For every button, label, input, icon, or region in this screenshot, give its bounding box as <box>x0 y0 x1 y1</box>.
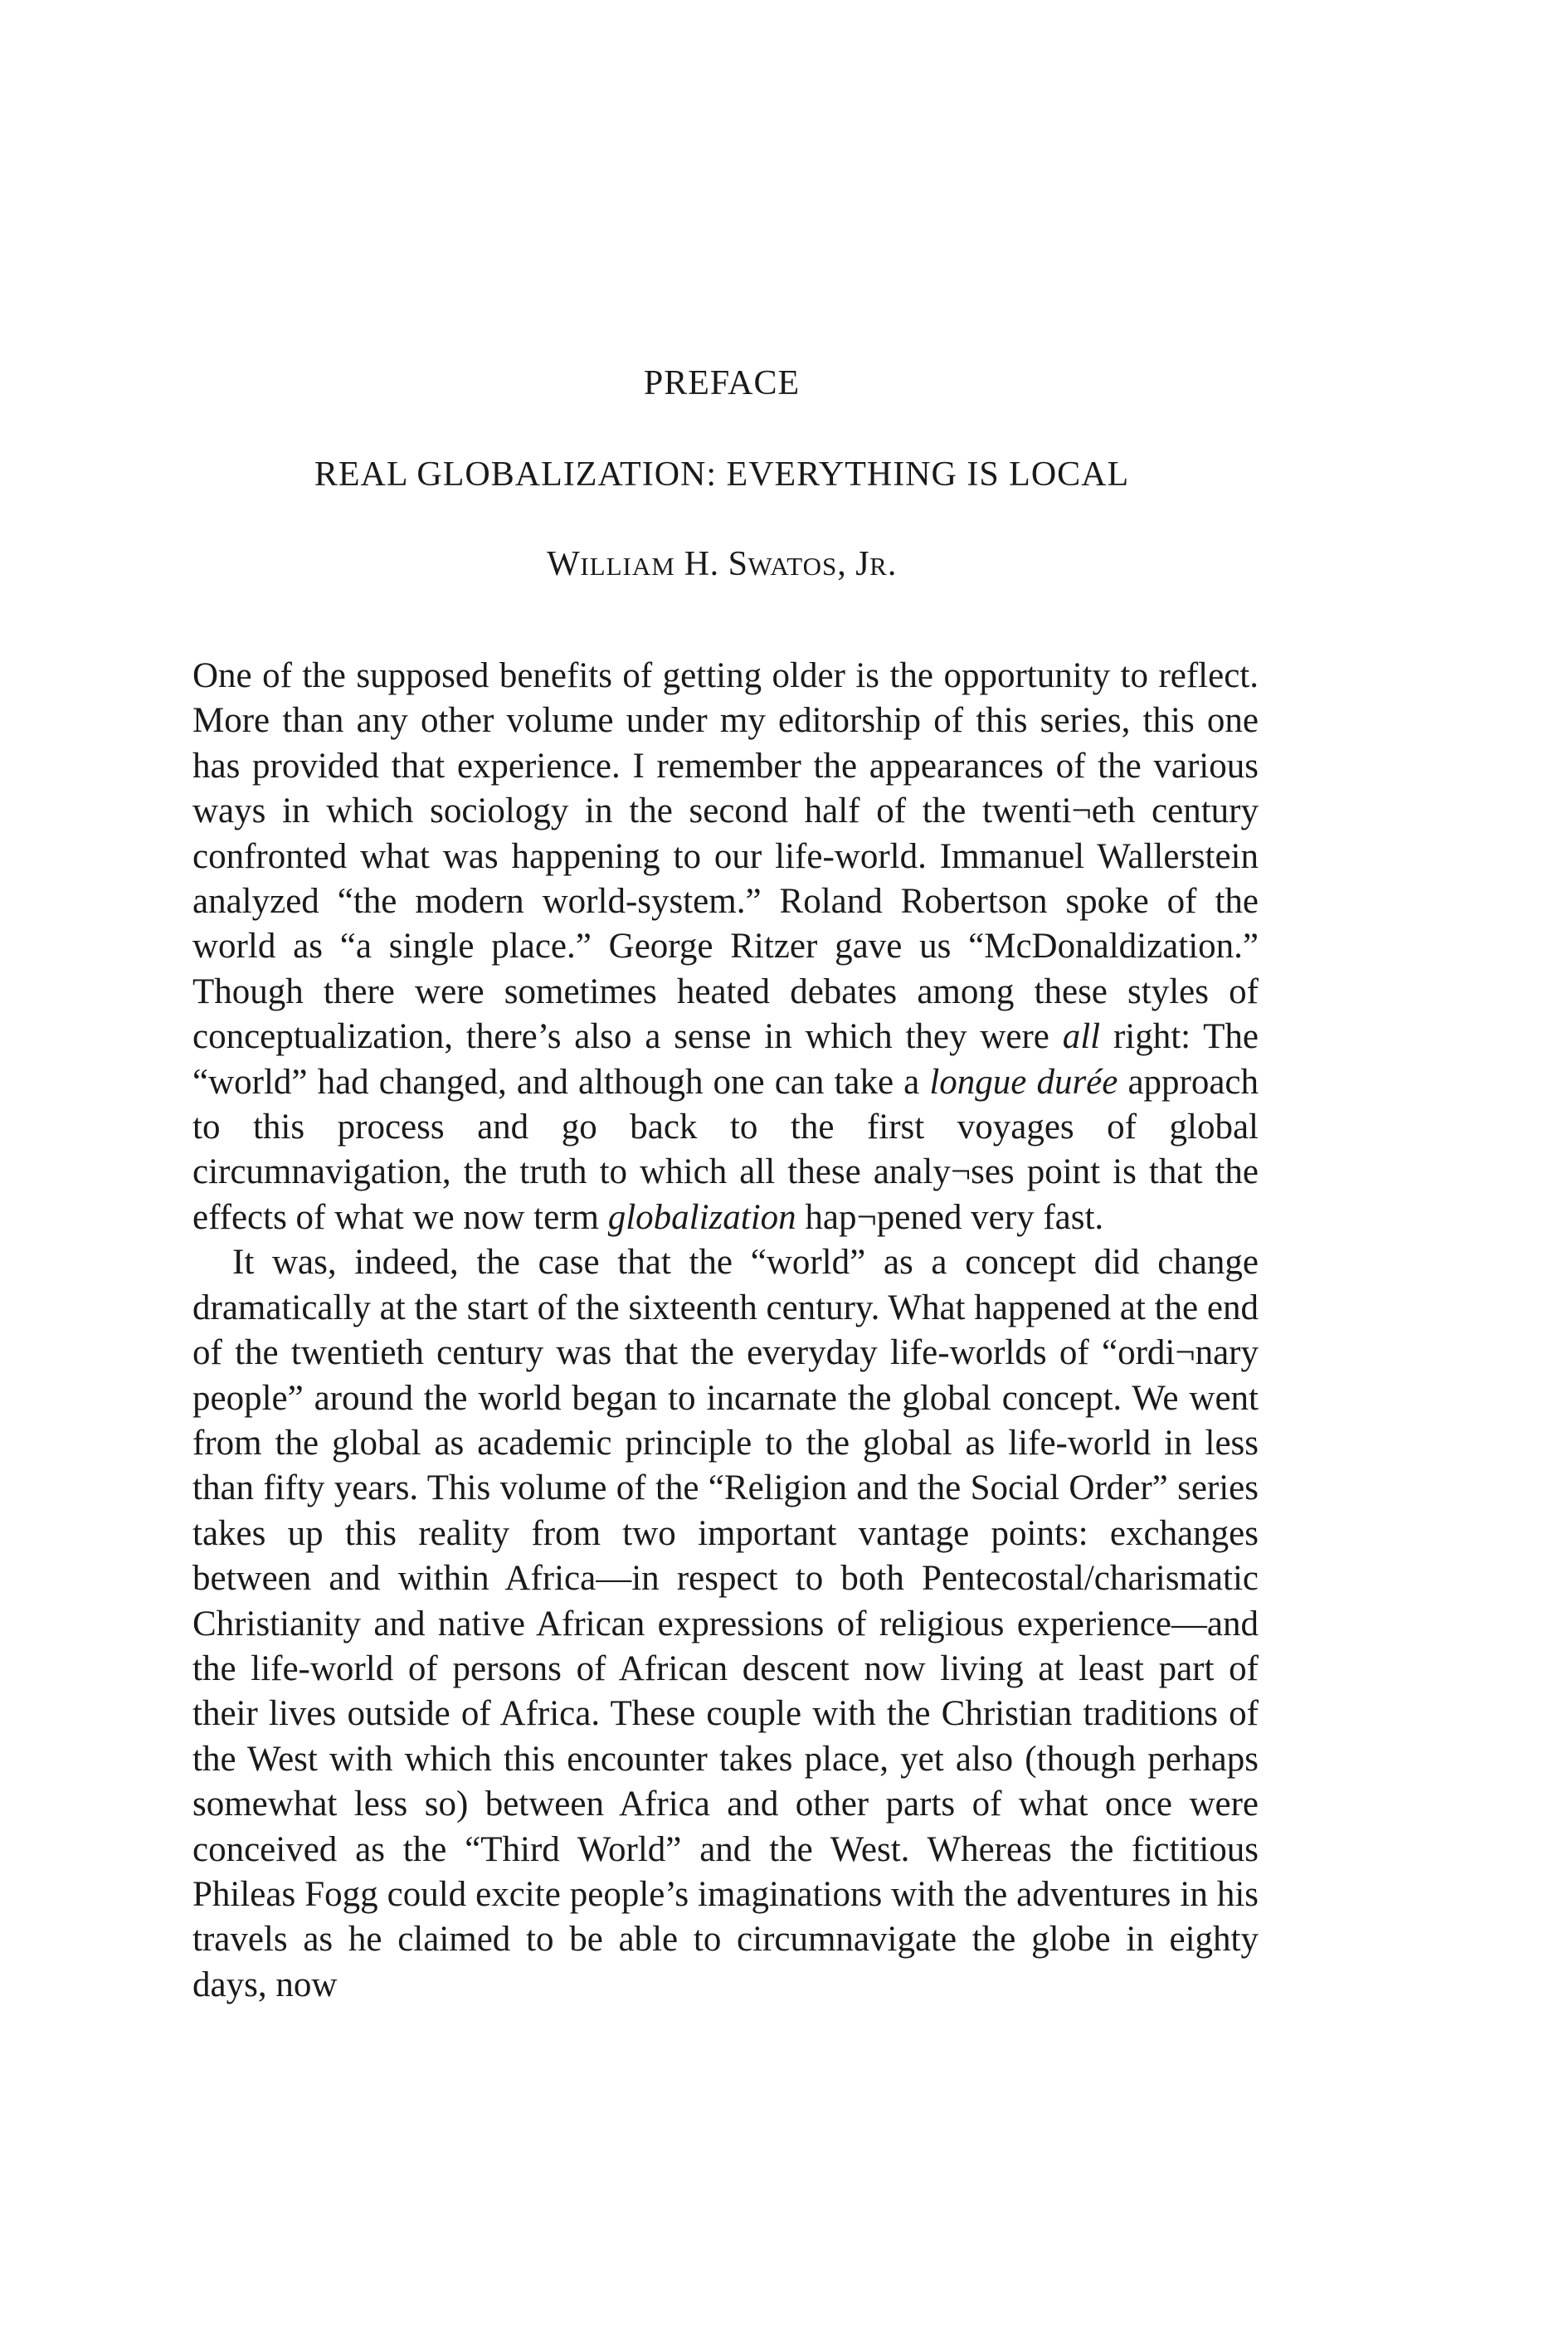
body-text <box>192 654 1259 2008</box>
text-segment: right: The “world” had changed, and although one can take a <box>192 1017 1259 1102</box>
author-initial: J <box>855 545 870 583</box>
paragraph <box>192 654 1259 1240</box>
text-segment-italic: globalization <box>607 1197 796 1237</box>
text-segment: hap¬pened very fast. <box>796 1197 1104 1237</box>
text-segment: One of the supposed benefits of getting older is the opportunity to reflect. More than any other volume under my editorship of this series, this one has provided that experience. I remember the appearances of the various ways in which sociology in the second half of the twenti¬eth century confronted what was happening to our life-world. Immanuel Wallerstein analyzed “the modern world-system.” Roland Robertson spoke of the world as “a single place.” George Ritzer gave us “McDonaldization.” Though there were sometimes heated debates among these styles of conceptualization, there’s also a sense in which they were <box>192 656 1259 1057</box>
author-period: . <box>887 545 897 583</box>
author-smallcaps: ILLIAM <box>580 552 675 581</box>
paragraph <box>192 1240 1259 2008</box>
text-segment: approach to this process and go back to the first voyages of global circumnavigation, the truth to which all these analy¬ses point is that the effects of what we now term <box>192 1062 1259 1237</box>
author-smallcaps: R <box>869 552 888 581</box>
text-segment: It was, indeed, the case that the “world” as a concept did change dramatically at the start of the sixteenth century. What happened at the end of the twentieth century was that the everyday life-worlds of “ordi¬nary people” around the world began to incarnate the global concept. We went from the global as academic principle to the global as life-world in less than fifty years. This volume of the “Religion and the Social Order” series takes up this reality from two important vantage points: exchanges between and within Africa—in respect to both Pentecostal/charismatic Christianity and native African expressions of religious experience—and the life-world of persons of African descent now living at least part of their lives outside of Africa. These couple with the Christian traditions of the West with which this encounter takes place, yet also (though perhaps somewhat less so) between Africa and other parts of what once were conceived as the “Third World” and the West. Whereas the fictitious Phileas Fogg could excite people’s imaginations with the adventures in his travels as he claimed to be able to circumnavigate the globe in eighty days, now <box>192 1243 1259 2004</box>
section-heading: PREFACE <box>643 364 801 402</box>
text-segment-italic: longue durée <box>929 1062 1118 1102</box>
author-initial: W <box>547 545 581 583</box>
text-segment-italic: all <box>1062 1017 1101 1057</box>
author-middle: H. <box>674 545 728 583</box>
author-smallcaps: WATOS <box>747 552 838 581</box>
author-byline <box>0 544 1444 584</box>
author-separator: , <box>837 545 856 583</box>
author-initial: S <box>728 545 748 583</box>
chapter-title: REAL GLOBALIZATION: EVERYTHING IS LOCAL <box>314 455 1130 494</box>
